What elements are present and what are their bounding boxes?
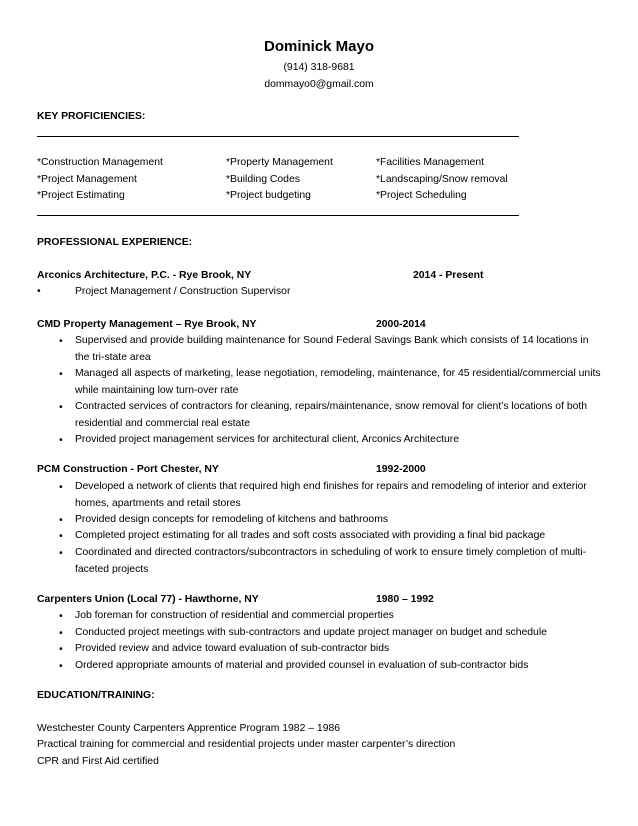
bullet-icon: • xyxy=(59,482,63,493)
job-bullet: Provided project management services for architectural client, Arconics Architecture xyxy=(75,434,460,445)
bullet-icon: • xyxy=(59,548,63,559)
education-line: Westchester County Carpenters Apprentice Program 1982 – 1986 xyxy=(37,723,341,734)
bullet-icon: • xyxy=(37,286,41,297)
job-dates: 1992-2000 xyxy=(376,464,426,475)
job-bullet: Project Management / Construction Supervisor xyxy=(75,286,291,297)
bullet-icon: • xyxy=(59,515,63,526)
job-bullet: Ordered appropriate amounts of material and provided counsel in evaluation of sub-contractor bids xyxy=(75,660,529,671)
job-dates: 2014 - Present xyxy=(413,270,484,281)
bullet-icon: • xyxy=(59,531,63,542)
experience-heading: PROFESSIONAL EXPERIENCE: xyxy=(37,237,193,248)
proficiency-item: *Project Management xyxy=(37,174,137,185)
job-employer: Carpenters Union (Local 77) - Hawthorne, NY xyxy=(37,594,259,605)
job-bullet: Provided review and advice toward evaluation of sub-contractor bids xyxy=(75,643,390,654)
candidate-name: Dominick Mayo xyxy=(263,38,375,55)
job-bullet: Managed all aspects of marketing, lease negotiation, remodeling, maintenance, for 45 residential/commercial units while maintaining low turn-over rate xyxy=(75,368,601,396)
bullet-icon: • xyxy=(59,402,63,413)
proficiency-item: *Project budgeting xyxy=(226,190,311,201)
top-divider xyxy=(37,136,519,137)
job-bullet: Coordinated and directed contractors/subcontractors in scheduling of work to ensure timely completion of multi-faceted projects xyxy=(75,547,587,575)
job-dates: 2000-2014 xyxy=(376,319,426,330)
bottom-divider xyxy=(37,215,519,216)
job-bullet: Supervised and provide building maintenance for Sound Federal Savings Bank which consists of 14 locations in the tri-state area xyxy=(75,335,589,363)
bullet-icon: • xyxy=(59,336,63,347)
phone-number: (914) 318-9681 xyxy=(283,62,355,73)
bullet-icon: • xyxy=(59,611,63,622)
bullet-icon: • xyxy=(59,644,63,655)
bullet-icon: • xyxy=(59,628,63,639)
job-bullet: Conducted project meetings with sub-contractors and update project manager on budget and schedule xyxy=(75,627,547,638)
job-employer: Arconics Architecture, P.C. - Rye Brook, NY xyxy=(37,270,252,281)
bullet-icon: • xyxy=(59,661,63,672)
proficiency-item: *Landscaping/Snow removal xyxy=(376,174,508,185)
job-bullet: Contracted services of contractors for cleaning, repairs/maintenance, snow removal for client’s locations of both residential and commercial real estate xyxy=(75,401,588,429)
job-employer: PCM Construction - Port Chester, NY xyxy=(37,464,219,475)
proficiency-item: *Facilities Management xyxy=(376,157,484,168)
proficiency-item: *Project Scheduling xyxy=(376,190,467,201)
job-bullet: Job foreman for construction of residential and commercial properties xyxy=(75,610,394,621)
education-heading: EDUCATION/TRAINING: xyxy=(37,690,155,701)
proficiency-item: *Project Estimating xyxy=(37,190,125,201)
email-address: dommayo0@gmail.com xyxy=(264,79,374,90)
job-employer: CMD Property Management – Rye Brook, NY xyxy=(37,319,257,330)
proficiency-item: *Building Codes xyxy=(226,174,300,185)
bullet-icon: • xyxy=(59,369,63,380)
job-bullet: Developed a network of clients that required high end finishes for repairs and remodeling of interior and exterior homes, apartments and retail stores xyxy=(75,481,587,509)
bullet-icon: • xyxy=(59,435,63,446)
proficiency-item: *Property Management xyxy=(226,157,333,168)
key-proficiencies-heading: KEY PROFICIENCIES: xyxy=(37,111,146,122)
education-line: Practical training for commercial and residential projects under master carpenter’s direction xyxy=(37,739,456,750)
job-bullet: Completed project estimating for all trades and soft costs associated with providing a final bid package xyxy=(75,530,546,541)
job-dates: 1980 – 1992 xyxy=(376,594,434,605)
education-line: CPR and First Aid certified xyxy=(37,756,159,767)
job-bullet: Provided design concepts for remodeling of kitchens and bathrooms xyxy=(75,514,389,525)
proficiency-item: *Construction Management xyxy=(37,157,163,168)
